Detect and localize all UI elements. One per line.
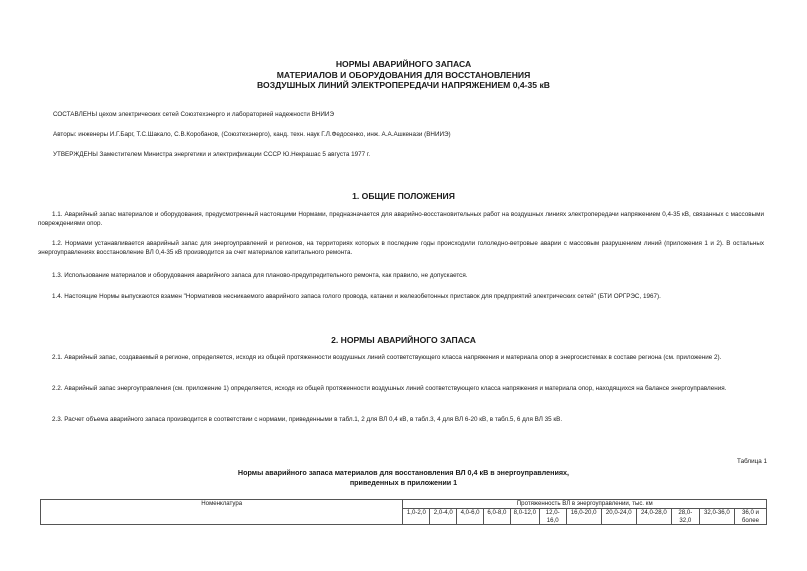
- range-header: [671, 508, 699, 525]
- range-text: 28,0-: [678, 508, 693, 516]
- document-title: [0, 59, 807, 91]
- range-header: [510, 508, 539, 525]
- paragraph-1-2: 1.2. Нормами устанавливается аварийный запас для энергоуправлений и регионов, на территориях которых в последние годы происходили гололедно-ветровые аварии с массовым разрушением линий (приложения 1 и 2). В остальных энергоуправлениях восстановление ВЛ 0,4-35 кВ производится за счет материалов капитального ремонта.: [38, 240, 764, 256]
- paragraph-1-1: 1.1. Аварийный запас материалов и оборудования, предусмотренный настоящими Нормами, предназначается для аварийно-восстановительных работ на воздушных линиях электропередачи напряжением 0,4-35 кВ, связанных с массовыми повреждениями опор.: [38, 211, 764, 227]
- approved-by: УТВЕРЖДЕНЫ Заместителем Министра энергетики и электрификации СССР Ю.Некрашас 5 августа 1977 г.: [53, 151, 371, 158]
- title-line: МАТЕРИАЛОВ И ОБОРУДОВАНИЯ ДЛЯ ВОССТАНОВЛЕНИЯ: [276, 69, 531, 80]
- range-header: [636, 508, 671, 525]
- length-header: Протяженность ВЛ в энергоуправлении, тыс. км: [403, 500, 767, 509]
- section-2-heading: 2. НОРМЫ АВАРИЙНОГО ЗАПАСА: [331, 335, 476, 345]
- compiled-by: СОСТАВЛЕНЫ цехом электрических сетей Союзтехэнерго и лабораторией надежности ВНИИЭ: [53, 111, 334, 118]
- range-header: [457, 508, 484, 525]
- paragraph-2-2: 2.2. Аварийный запас энергоуправления (см. приложение 1) определяется, исходя из общей протяженности воздушных линий соответствующего класса напряжения и материала опор, находящихся на балансе энергоуправления.: [52, 385, 727, 392]
- range-text: 24,0-28,0: [640, 508, 667, 516]
- range-text: 8,0-12,0: [513, 508, 536, 516]
- range-text: 32,0: [679, 516, 692, 524]
- table-title-line: приведенных в приложении 1: [349, 478, 458, 487]
- range-text: 2,0-4,0: [433, 508, 453, 516]
- norms-table: [40, 499, 767, 525]
- range-text: 32,0-36,0: [703, 508, 730, 516]
- range-text: 12,0-: [545, 508, 560, 516]
- title-line: ВОЗДУШНЫХ ЛИНИЙ ЭЛЕКТРОПЕРЕДАЧИ НАПРЯЖЕНИЕМ 0,4-35 кВ: [257, 80, 550, 90]
- range-text: более: [741, 516, 759, 524]
- range-text: 6,0-8,0: [487, 508, 507, 516]
- range-text: 36,0 и: [741, 508, 759, 516]
- section-1-heading: 1. ОБЩИЕ ПОЛОЖЕНИЯ: [352, 191, 455, 201]
- paragraph-2-3: 2.3. Расчет объема аварийного запаса производится в соответствии с нормами, приведенными в табл.1, 2 для ВЛ 0,4 кВ, в табл.3, 4 для ВЛ 6-20 кВ, в табл.5, 6 для ВЛ 35 кВ.: [52, 416, 563, 423]
- paragraph-1-4: 1.4. Настоящие Нормы выпускаются взамен "Нормативов несникаемого аварийного запаса голого провода, катанки и железобетонных приставок для предприятий электрических сетей" (БТИ ОРГРЭС, 1967).: [52, 293, 661, 300]
- range-header: [430, 508, 457, 525]
- paragraph-2-1: 2.1. Аварийный запас, создаваемый в регионе, определяется, исходя из общей протяженности воздушных линий соответствующего класса напряжения и материала опор в энергосистемах в составе региона (см. приложение 2).: [52, 354, 722, 361]
- range-header: [734, 508, 766, 525]
- range-text: 16,0: [546, 516, 559, 524]
- range-header: [484, 508, 511, 525]
- range-text: 4,0-6,0: [460, 508, 480, 516]
- range-text: 16,0-20,0: [570, 508, 597, 516]
- table-caption: Таблица 1: [737, 458, 767, 465]
- table-title: [0, 468, 807, 488]
- range-header: [601, 508, 636, 525]
- range-header: [403, 508, 430, 525]
- range-header: [539, 508, 566, 525]
- range-header: [566, 508, 601, 525]
- nomenclature-header: Номенклатура: [41, 500, 403, 525]
- paragraph-1-3: 1.3. Использование материалов и оборудования аварийного запаса для планово-предупредительного ремонта, как правило, не допускается.: [52, 272, 468, 279]
- range-header: [699, 508, 734, 525]
- authors: Авторы: инженеры И.Г.Барг, Т.С.Шакало, С.В.Коробанов, (Союзтехэнерго), канд. техн. наук Г.Л.Федосенко, инж. А.А.Ашкенази (ВНИИЭ): [53, 131, 451, 138]
- range-text: 1,0-2,0: [406, 508, 426, 516]
- range-text: 20,0-24,0: [605, 508, 632, 516]
- table-title-line: Нормы аварийного запаса материалов для восстановления ВЛ 0,4 кВ в энергоуправлениях,: [237, 468, 570, 477]
- title-line: НОРМЫ АВАРИЙНОГО ЗАПАСА: [335, 59, 472, 69]
